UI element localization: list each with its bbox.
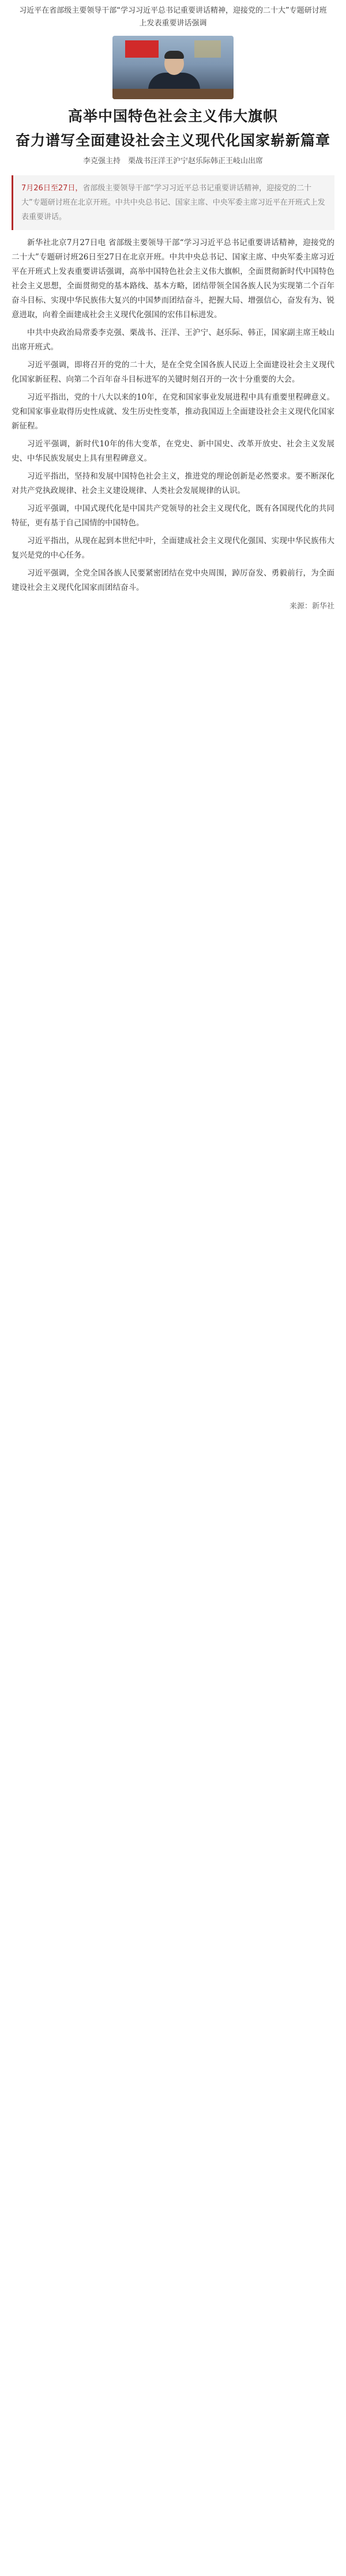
flag-decoration (125, 40, 159, 58)
paragraph: 习近平强调，中国式现代化是中国共产党领导的社会主义现代化，既有各国现代化的共同特征，更有基于自己国情的中国特色。 (12, 504, 334, 528)
paragraph: 习近平指出，坚持和发展中国特色社会主义，推进党的理论创新是必然要求。要不断深化对共产党执政规律、社会主义建设规律、人类社会发展规律的认识。 (12, 472, 334, 495)
paragraph: 习近平强调，新时代10年的伟大变革，在党史、新中国史、改革开放史、社会主义发展史、中华民族发展史上具有里程碑意义。 (12, 439, 334, 463)
article-source: 来源：新华社 (289, 602, 334, 611)
podium-desk (112, 89, 234, 99)
byline: 李克强主持 栗战书汪洋王沪宁赵乐际韩正王岐山出席 (82, 157, 263, 166)
paragraph: 习近平指出，从现在起到本世纪中叶，全面建成社会主义现代化强国、实现中华民族伟大复兴是党的中心任务。 (12, 536, 334, 560)
headline-line-2: 奋力谱写全面建设社会主义现代化国家崭新篇章 (15, 132, 330, 149)
article-kicker: 习近平在省部级主要领导干部“学习习近平总书记重要讲话精神，迎接党的二十大”专题研讨班上发表重要讲话强调 (19, 6, 327, 28)
backdrop-decoration (194, 40, 221, 58)
paragraph: 中共中央政治局常委李克强、栗战书、汪洋、王沪宁、赵乐际、韩正，国家副主席王岐山出席开班式。 (12, 328, 334, 352)
speaker-hair (164, 51, 184, 59)
leader-photo (112, 36, 234, 99)
lead-summary (12, 175, 334, 230)
paragraph: 习近平指出，党的十八大以来的10年，在党和国家事业发展进程中具有重要里程碑意义。党和国家事业取得历史性成就、发生历史性变革，推动我国迈上全面建设社会主义现代化国家新征程。 (12, 393, 334, 431)
paragraph: 新华社北京7月27日电 省部级主要领导干部“学习习近平总书记重要讲话精神，迎接党的二十大”专题研讨班26日至27日在北京开班。中共中央总书记、国家主席、中央军委主席习近平在开班式上发表重要讲话强调，高举中国特色社会主义伟大旗帜，全面贯彻新时代中国特色社会主义思想，全面贯彻党的基本路线、基本方略，团结带领全国各族人民为实现第二个百年奋斗目标、实现中华民族伟大复兴的中国梦而团结奋斗，把握大局、增强信心，奋发有为、锐意进取，向着全面建成社会主义现代化强国的宏伟目标进发。 (12, 238, 334, 319)
lead-date: 7月26日至27日， (21, 184, 83, 193)
paragraph: 习近平强调，全党全国各族人民要紧密团结在党中央周围，踔厉奋发、勇毅前行，为全面建设社会主义现代化国家而团结奋斗。 (12, 569, 334, 592)
lead-text: 省部级主要领导干部“学习习近平总书记重要讲话精神，迎接党的二十大”专题研讨班在北京开班。中共中央总书记、国家主席、中央军委主席习近平在开班式上发表重要讲话。 (21, 184, 325, 221)
article-body (12, 236, 334, 595)
paragraph: 习近平强调，即将召开的党的二十大，是在全党全国各族人民迈上全面建设社会主义现代化国家新征程、向第二个百年奋斗目标进军的关键时刻召开的一次十分重要的大会。 (12, 360, 334, 384)
headline-line-1: 高举中国特色社会主义伟大旗帜 (67, 108, 278, 125)
